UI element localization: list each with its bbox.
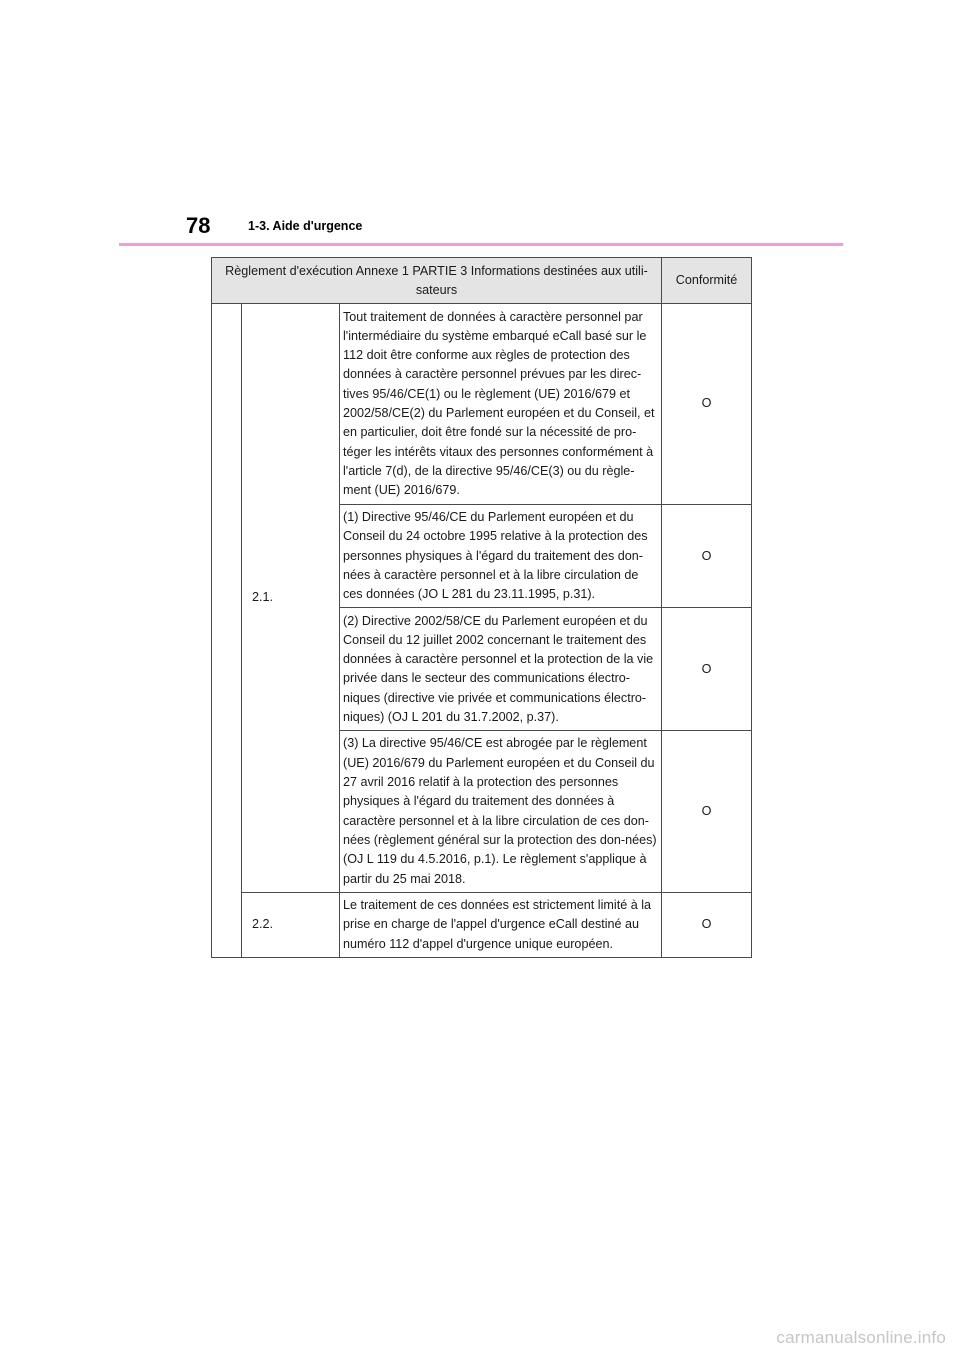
- regulation-table: [211, 257, 752, 958]
- section-title: 1-3. Aide d'urgence: [248, 219, 363, 233]
- table-row: [212, 304, 752, 505]
- watermark: carmanualsonline.info: [776, 1328, 946, 1347]
- table-indent-cell: [212, 304, 242, 958]
- table-header-regulation: Règlement d'exécution Annexe 1 PARTIE 3 Informations destinées aux utili-sateurs: [212, 258, 662, 304]
- requirement-text-cell: (3) La directive 95/46/CE est abrogée par le règlement (UE) 2016/679 du Parlement européen et du Conseil du 27 avril 2016 relatif à la protection des personnes physiques à l'égard du traitement des données à caractère personnel et à la libre circulation de ces don-nées (règlement général sur la protection des don-nées) (OJ L 119 du 4.5.2016, p.1). Le règlement s'applique à partir du 25 mai 2018.: [340, 731, 662, 892]
- header-rule: [119, 243, 843, 246]
- section-number-cell: 2.2.: [242, 892, 340, 957]
- conformity-cell: O: [662, 608, 752, 731]
- table-header-conformity: Conformité: [662, 258, 752, 304]
- page-number: 78: [186, 213, 211, 238]
- conformity-cell: O: [662, 505, 752, 608]
- requirement-text-cell: (2) Directive 2002/58/CE du Parlement européen et du Conseil du 12 juillet 2002 concernant le traitement des données à caractère personnel et la protection de la vie privée dans le secteur des communications électro-niques (directive vie privée et communications électro-niques) (OJ L 201 du 31.7.2002, p.37).: [340, 608, 662, 731]
- conformity-cell: O: [662, 731, 752, 892]
- table-row: [212, 892, 752, 957]
- conformity-cell: O: [662, 892, 752, 957]
- requirement-text-cell: Le traitement de ces données est strictement limité à la prise en charge de l'appel d'urgence eCall destiné au numéro 112 d'appel d'urgence unique européen.: [340, 892, 662, 957]
- requirement-text-cell: (1) Directive 95/46/CE du Parlement européen et du Conseil du 24 octobre 1995 relative à la protection des personnes physiques à l'égard du traitement des don-nées à caractère personnel et à la libre circulation de ces données (JO L 281 du 23.11.1995, p.31).: [340, 505, 662, 608]
- requirement-text-cell: Tout traitement de données à caractère personnel par l'intermédiaire du système embarqué eCall basé sur le 112 doit être conforme aux règles de protection des données à caractère personnel prévues par les direc-tives 95/46/CE(1) ou le règlement (UE) 2016/679 et 2002/58/CE(2) du Parlement européen et du Conseil, et en particulier, doit être fondé sur la nécessité de pro-téger les intérêts vitaux des personnes conformément à l'article 7(d), de la directive 95/46/CE(3) ou du règle-ment (UE) 2016/679.: [340, 304, 662, 505]
- table-header-row: [212, 258, 752, 304]
- section-number-cell: 2.1.: [242, 304, 340, 893]
- conformity-cell: O: [662, 304, 752, 505]
